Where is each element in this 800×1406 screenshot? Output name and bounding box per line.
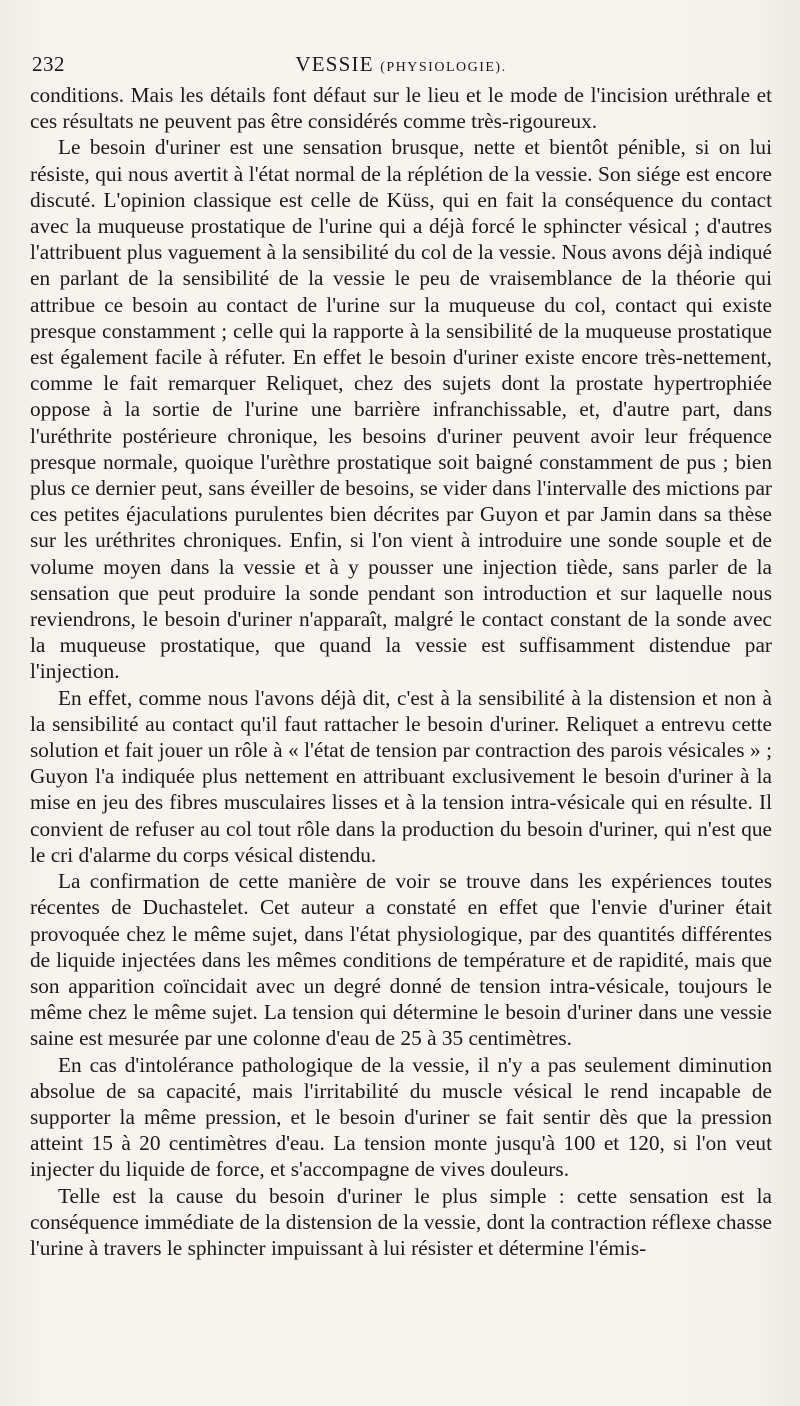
paragraph: Le besoin d'uriner est une sensation brusque, nette et bientôt pénible, si on lui résiste, qui nous avertit à l'état normal de la réplétion de la vessie. Son siége est encore discuté. L'opinion classique est celle de Küss, qui en fait la conséquence du contact avec la muqueuse prostatique de l'urine qui a déjà forcé le sphincter vésical ; d'autres l'attribuent plus vaguement à la sensibilité du col de la vessie. Nous avons déjà indiqué en parlant de la sensibilité de la vessie le peu de vraisemblance de la théorie qui attribue ce besoin au contact de l'urine sur la muqueuse du col, contact qui existe presque constamment ; celle qui la rapporte à la sensibilité de la muqueuse prostatique est également facile à réfuter. En effet le besoin d'uriner existe encore très-nettement, comme le fait remarquer Reliquet, chez des sujets dont la prostate hypertrophiée oppose à la sortie de l'urine une barrière infranchissable, et, d'autre part, dans l'uréthrite postérieure chronique, les besoins d'uriner peuvent avoir leur fréquence presque normale, quoique l'urèthre prostatique soit baigné constamment de pus ; bien plus ce dernier peut, sans éveiller de besoins, se vider dans l'intervalle des mictions par ces petites éjaculations purulentes bien décrites par Guyon et par Jamin dans sa thèse sur les uréthrites chroniques. Enfin, si l'on vient à introduire une sonde souple et de volume moyen dans la vessie et à y pousser une injection tiède, sans parler de la sensation que peut produire la sonde pendant son introduction et sur laquelle nous reviendrons, le besoin d'uriner n'apparaît, malgré le contact constant de la sonde avec la muqueuse prostatique, que quand la vessie est suffisamment distendue par l'injection. [30,135,772,684]
body-text [30,82,772,1261]
paragraph: La confirmation de cette manière de voir se trouve dans les expériences toutes récentes de Duchastelet. Cet auteur a constaté en effet que l'envie d'uriner était provoquée chez le même sujet, dans l'état physiologique, par des quantités différentes de liquide injectées dans les mêmes conditions de température et de rapidité, mais que son apparition coïncidait avec un degré donné de tension intra-vésicale, toujours le même chez le même sujet. La tension qui détermine le besoin d'uriner dans une vessie saine est mesurée par une colonne d'eau de 25 à 35 centimètres. [30,869,772,1051]
paragraph: En effet, comme nous l'avons déjà dit, c'est à la sensibilité à la distension et non à la sensibilité au contact qu'il faut rattacher le besoin d'uriner. Reliquet a entrevu cette solution et fait jouer un rôle à « l'état de tension par contraction des parois vésicales » ; Guyon l'a indiquée plus nettement en attribuant exclusivement le besoin d'uriner à la mise en jeu des fibres musculaires lisses et à la tension intra-vésicale qui en résulte. Il convient de refuser au col tout rôle dans la production du besoin d'uriner, qui n'est que le cri d'alarme du corps vésical distendu. [30,685,772,867]
running-title [30,52,772,77]
paragraph: En cas d'intolérance pathologique de la vessie, il n'y a pas seulement diminution absolue de sa capacité, mais l'irritabilité du muscle vésical le rend incapable de supporter la même pression, et le besoin d'uriner se fait sentir dès que la pression atteint 15 à 20 centimètres d'eau. La tension monte jusqu'à 100 et 120, si l'on veut injecter du liquide de force, et s'accompagne de vives douleurs. [30,1052,772,1182]
running-header [30,52,772,78]
paragraph-continued: conditions. Mais les détails font défaut sur le lieu et le mode de l'incision uréthrale et ces résultats ne peuvent pas être considérés comme très-rigoureux. [30,83,772,134]
running-title-main: VESSIE [295,52,374,76]
paragraph: Telle est la cause du besoin d'uriner le plus simple : cette sensation est la conséquence immédiate de la distension de la vessie, dont la contraction réflexe chasse l'urine à travers le sphincter impuissant à lui résister et détermine l'émis- [30,1183,772,1260]
running-title-section: (PHYSIOLOGIE). [380,60,507,75]
page-number: 232 [32,52,65,76]
